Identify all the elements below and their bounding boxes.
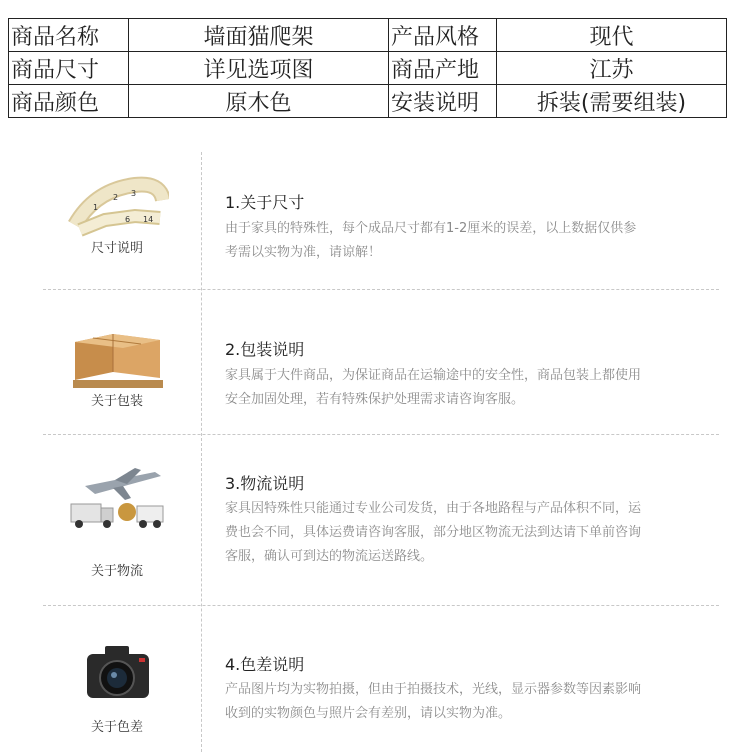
spec-value: 详见选项图 xyxy=(129,52,389,85)
note-label: 关于物流 xyxy=(90,564,143,579)
note-label: 关于包装 xyxy=(90,394,143,409)
note-description xyxy=(225,497,695,569)
spec-key: 安装说明 xyxy=(389,85,497,118)
spec-value: 江苏 xyxy=(497,52,727,85)
svg-text:6: 6 xyxy=(125,215,131,224)
section-divider xyxy=(43,605,719,606)
note-description xyxy=(225,364,695,412)
description-line: 考需以实物为准，请谅解！ xyxy=(225,245,382,260)
section-divider xyxy=(43,289,719,290)
description-line: 费也会不同，具体运费请咨询客服，部分地区物流无法到达请下单前咨询 xyxy=(225,525,642,540)
note-title: 1.关于尺寸 xyxy=(225,193,305,212)
column-divider xyxy=(201,152,202,752)
note-label: 关于色差 xyxy=(90,720,143,735)
note-description xyxy=(225,217,695,265)
camera-icon xyxy=(65,640,169,710)
note-title: 3.物流说明 xyxy=(225,474,305,493)
svg-text:3: 3 xyxy=(131,189,137,198)
spec-key: 商品名称 xyxy=(9,19,129,52)
cardboard-boxes-icon xyxy=(65,322,169,392)
spec-key: 商品颜色 xyxy=(9,85,129,118)
note-title: 4.色差说明 xyxy=(225,655,305,674)
spec-table xyxy=(8,18,727,118)
svg-text:1: 1 xyxy=(93,203,99,212)
spec-key: 商品产地 xyxy=(389,52,497,85)
description-line: 收到的实物颜色与照片会有差别，请以实物为准。 xyxy=(225,706,512,721)
description-line: 产品图片均为实物拍摄，但由于拍摄技术，光线，显示器参数等因素影响 xyxy=(225,682,642,697)
spec-key: 商品尺寸 xyxy=(9,52,129,85)
measuring-tape-icon xyxy=(65,170,169,240)
logistics-plane-truck-icon xyxy=(65,466,169,536)
spec-row xyxy=(9,52,727,85)
note-description xyxy=(225,678,695,726)
description-line: 家具属于大件商品，为保证商品在运输途中的安全性，商品包装上都使用 xyxy=(225,368,642,383)
svg-text:2: 2 xyxy=(113,193,119,202)
note-label: 尺寸说明 xyxy=(90,241,143,256)
spec-value: 拆装(需要组装) xyxy=(497,85,727,118)
description-line: 客服，确认可到达的物流运送路线。 xyxy=(225,549,434,564)
spec-row xyxy=(9,19,727,52)
note-title: 2.包装说明 xyxy=(225,340,305,359)
spec-value: 原木色 xyxy=(129,85,389,118)
spec-value: 墙面猫爬架 xyxy=(129,19,389,52)
description-line: 家具因特殊性只能通过专业公司发货，由于各地路程与产品体积不同，运 xyxy=(225,501,642,516)
spec-value: 现代 xyxy=(497,19,727,52)
spec-key: 产品风格 xyxy=(389,19,497,52)
description-line: 安全加固处理，若有特殊保护处理需求请咨询客服。 xyxy=(225,392,525,407)
section-divider xyxy=(43,434,719,435)
spec-row xyxy=(9,85,727,118)
description-line: 由于家具的特殊性，每个成品尺寸都有1-2厘米的误差，以上数据仅供参 xyxy=(225,221,637,236)
svg-text:14: 14 xyxy=(143,215,154,224)
